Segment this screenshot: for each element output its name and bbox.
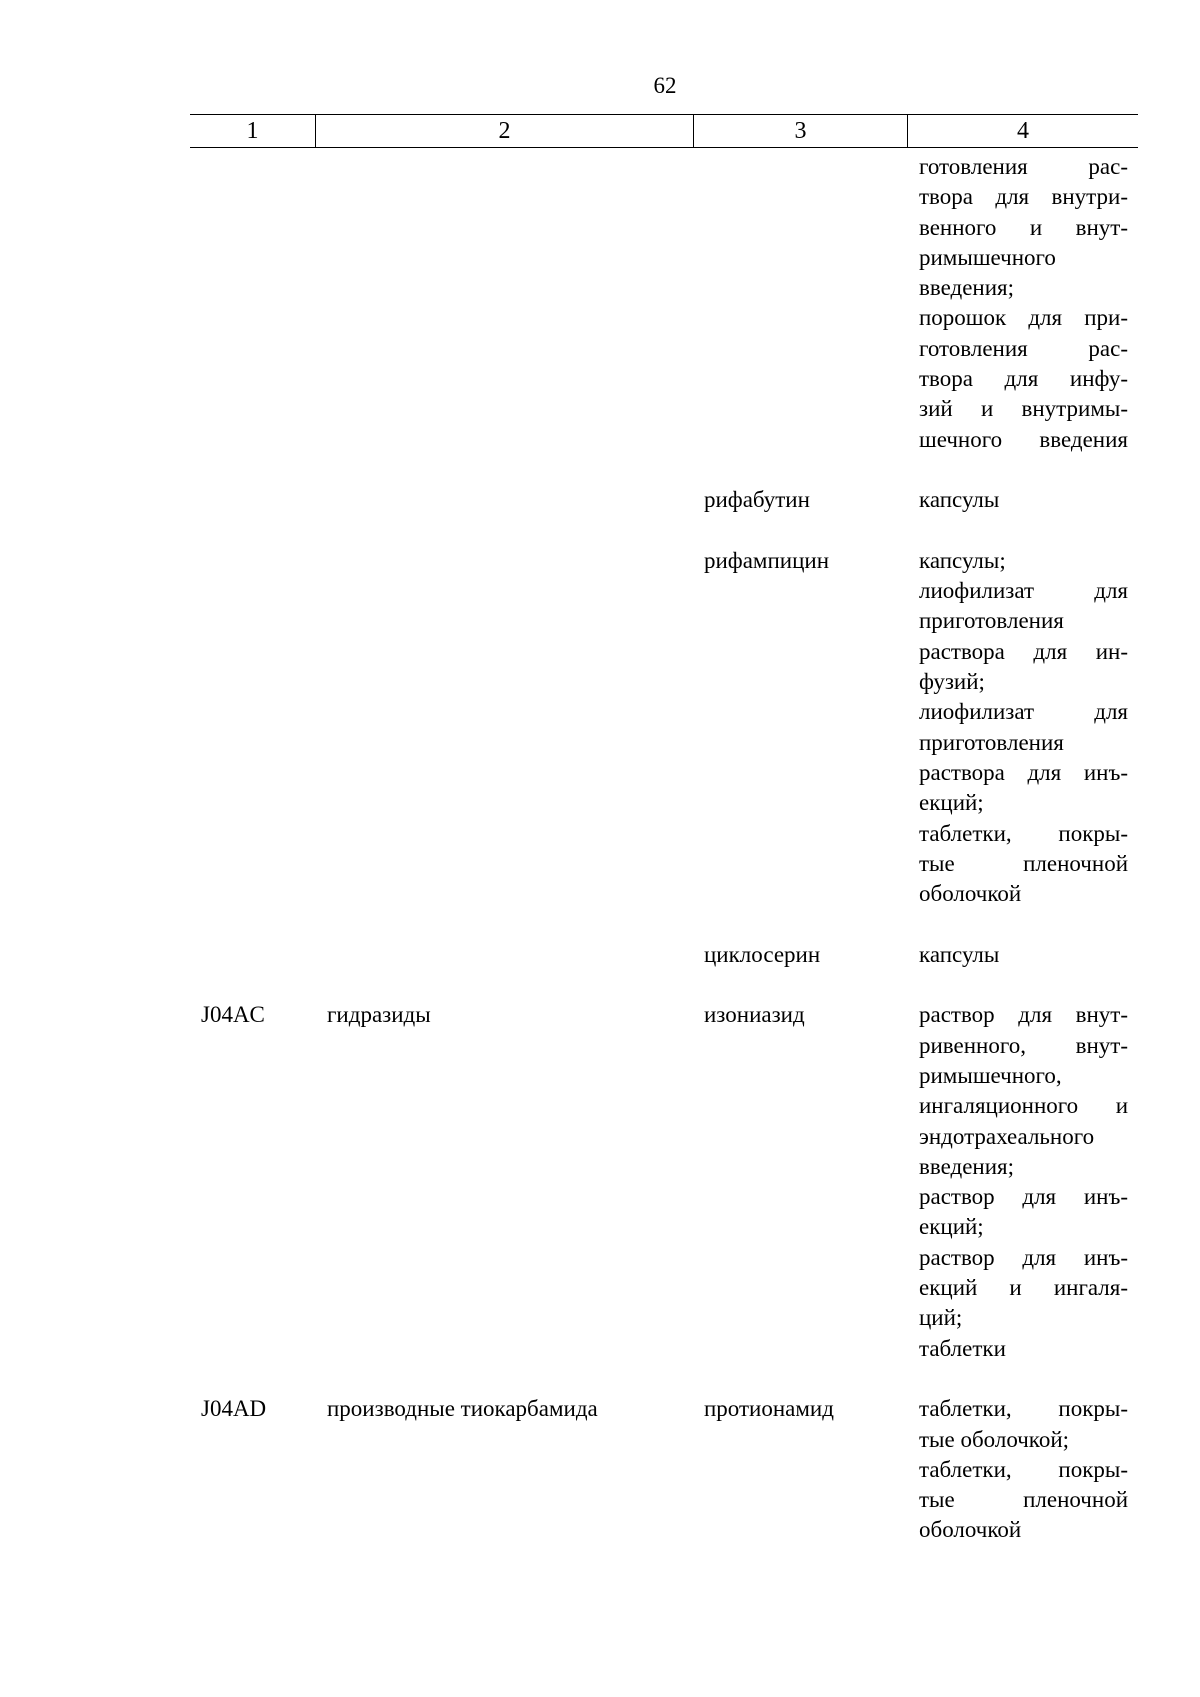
dosage-form-line: готовления рас- <box>919 335 1128 361</box>
dosage-form-line: готовления рас- <box>919 154 1128 179</box>
drug-name: циклосерин <box>704 941 821 967</box>
dosage-form-line: зий и внутримы- <box>919 396 1128 422</box>
dosage-form-line: таблетки, покры- <box>919 1456 1128 1482</box>
dosage-form-line: оболочкой <box>919 881 1022 907</box>
dosage-form-line: тые пленочной <box>919 850 1128 876</box>
dosage-form-line: тые оболочкой; <box>919 1426 1070 1452</box>
dosage-form-line: екций; <box>919 790 984 816</box>
dosage-form-line: римышечного, <box>919 1062 1062 1088</box>
dosage-forms <box>919 1000 1128 1364</box>
dosage-form-line: таблетки, покры- <box>919 820 1128 846</box>
dosage-form-line: капсулы <box>919 941 1000 967</box>
dosage-form-line: таблетки <box>919 1335 1006 1361</box>
dosage-form-line: фузий; <box>919 669 985 695</box>
header-col-3: 3 <box>693 115 907 147</box>
dosage-form-line: порошок для при- <box>919 305 1128 331</box>
dosage-form-line: твора для инфу- <box>919 366 1128 392</box>
dosage-form-line: раствора для ин- <box>919 638 1128 664</box>
dosage-form-line: раствор для инъ- <box>919 1244 1128 1270</box>
drug-name: протионамид <box>704 1396 834 1422</box>
dosage-form-line: лиофилизат для <box>919 699 1128 725</box>
drug-name: изониазид <box>704 1002 805 1028</box>
dosage-form-line: раствор для внут- <box>919 1002 1128 1028</box>
table-header <box>190 114 1138 148</box>
dosage-form-line: введения; <box>919 1153 1014 1179</box>
drug-name: рифабутин <box>704 487 810 513</box>
dosage-form-line: римышечного <box>919 244 1056 270</box>
dosage-form-line: введения; <box>919 275 1014 301</box>
atc-code: J04AC <box>201 1002 265 1028</box>
dosage-form-line: приготовления <box>919 729 1064 755</box>
dosage-form-line: шечного введения <box>919 426 1128 452</box>
dosage-form-line: твора для внутри- <box>919 184 1128 210</box>
dosage-form-line: оболочкой <box>919 1517 1022 1543</box>
dosage-forms <box>919 940 1128 970</box>
continued-dosage-forms <box>919 152 1128 455</box>
dosage-form-line: раствор для инъ- <box>919 1184 1128 1210</box>
dosage-form-line: таблетки, покры- <box>919 1396 1128 1422</box>
header-col-2: 2 <box>315 115 693 147</box>
dosage-form-line: ингаляционного и <box>919 1093 1128 1119</box>
dosage-form-line: капсулы <box>919 487 1000 513</box>
header-col-4: 4 <box>907 115 1138 147</box>
dosage-form-line: ций; <box>919 1305 963 1331</box>
dosage-form-line: тые пленочной <box>919 1487 1128 1513</box>
drug-name: рифампицин <box>704 547 830 573</box>
header-col-1: 1 <box>246 117 259 144</box>
dosage-form-line: раствора для инъ- <box>919 759 1128 785</box>
dosage-form-line: екций и ингаля- <box>919 1275 1128 1301</box>
dosage-forms <box>919 485 1128 515</box>
atc-code: J04AD <box>201 1396 267 1422</box>
dosage-form-line: лиофилизат для <box>919 578 1128 604</box>
dosage-form-line: капсулы; <box>919 547 1006 573</box>
dosage-form-line: приготовления <box>919 608 1064 634</box>
dosage-form-line: венного и внут- <box>919 214 1128 240</box>
dosage-form-line: ривенного, внут- <box>919 1032 1128 1058</box>
dosage-forms <box>919 1394 1128 1545</box>
dosage-form-line: эндотрахеального <box>919 1123 1095 1149</box>
page-number: 62 <box>653 73 677 98</box>
pharmacological-group: производные тиокарбамида <box>327 1396 598 1422</box>
dosage-forms <box>919 546 1128 910</box>
pharmacological-group: гидразиды <box>327 1002 431 1028</box>
dosage-form-line: екций; <box>919 1214 984 1240</box>
